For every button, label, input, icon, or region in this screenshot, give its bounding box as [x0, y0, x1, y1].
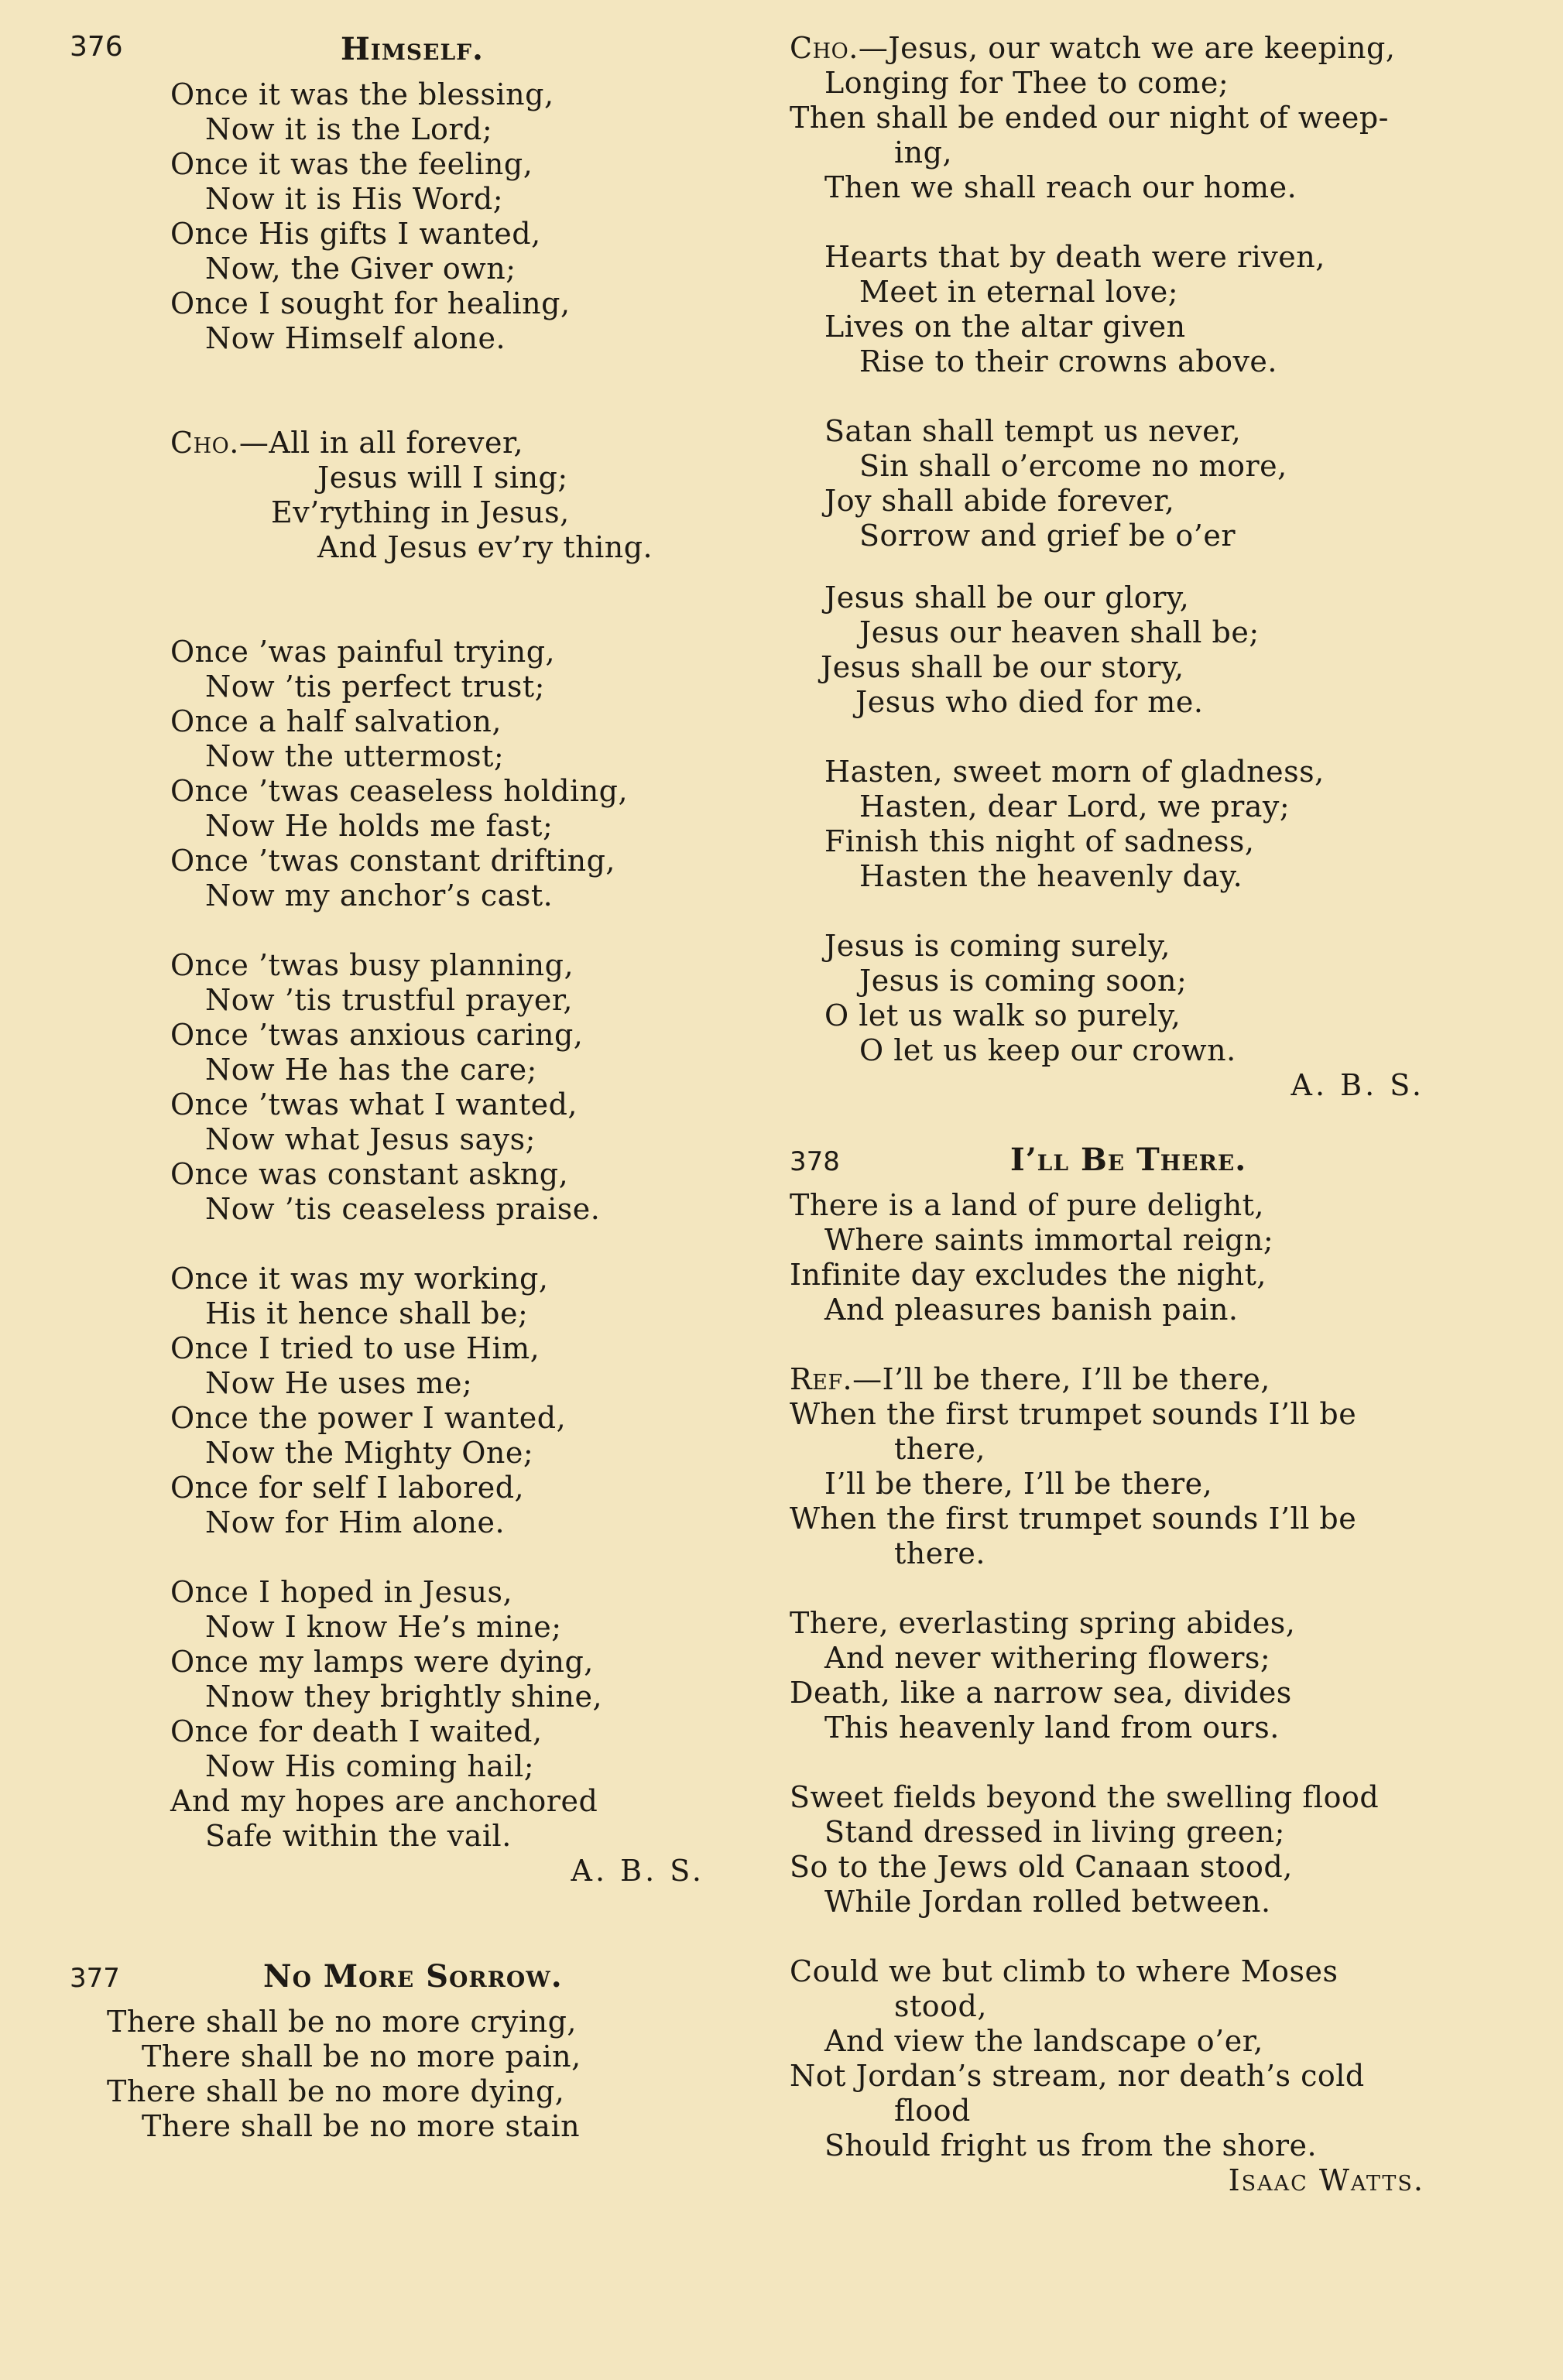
verse-line: Now He holds me fast;	[205, 809, 554, 843]
refrain-line: When the first trumpet sounds I’ll be	[790, 1502, 1357, 1536]
refrain-line: Ref.—I’ll be there, I’ll be there,	[790, 1362, 1270, 1396]
verse-line: Once it was the feeling,	[170, 147, 533, 181]
verse-line: Now my anchor’s cast.	[205, 878, 554, 913]
refrain-line: there,	[894, 1432, 985, 1466]
verse-line: Sin shall o’ercome no more,	[859, 449, 1287, 483]
chorus-line: Cho.—Jesus, our watch we are keeping,	[790, 31, 1396, 65]
hymn-376-verse-3	[70, 948, 743, 1227]
verse-line: Joy shall abide forever,	[824, 484, 1175, 518]
hymn-378-number: 378	[790, 1146, 840, 1177]
chorus-label: Cho.	[170, 426, 239, 460]
chorus-line: Jesus will I sing;	[317, 461, 568, 495]
refrain-line: I’ll be there, I’ll be there,	[824, 1467, 1213, 1501]
verse-line: Now it is His Word;	[205, 182, 503, 216]
verse-line: There shall be no more dying,	[107, 2074, 565, 2108]
verse-line: And view the landscape o’er,	[824, 2024, 1263, 2058]
hymn-378-verse-1	[790, 1188, 1486, 1327]
verse-line: Now what Jesus says;	[205, 1122, 536, 1156]
verse-line: Now I know He’s mine;	[205, 1610, 562, 1644]
verse-line: Now ’tis trustful prayer,	[205, 983, 573, 1017]
verse-line: Once it was my working,	[170, 1262, 549, 1296]
chorus-line: Cho.—All in all forever,	[170, 426, 524, 460]
verse-line: Once ’twas ceaseless holding,	[170, 774, 629, 808]
verse-line: Once ’twas anxious caring,	[170, 1018, 584, 1052]
chorus-line: Then we shall reach our home.	[824, 170, 1297, 204]
chorus-line: Then shall be ended our night of weep-	[790, 101, 1390, 135]
verse-line: And never withering flowers;	[824, 1641, 1271, 1675]
hymn-378-verse-2	[790, 1606, 1486, 1745]
hymn-376-verse-5	[70, 1575, 743, 1854]
hymn-376-author: A. B. S.	[571, 1854, 704, 1888]
chorus-line: ing,	[894, 135, 953, 170]
refrain-label: Ref.	[790, 1362, 853, 1396]
verse-line: Not Jordan’s stream, nor death’s cold	[790, 2059, 1365, 2093]
verse-line: Once my lamps were dying,	[170, 1645, 594, 1679]
verse-line: Once the power I wanted,	[170, 1401, 567, 1435]
verse-line: Once was constant askng,	[170, 1157, 569, 1191]
verse-line: Once ’twas busy planning,	[170, 948, 574, 982]
verse-line: Now, the Giver own;	[205, 252, 516, 286]
verse-line: Jesus our heaven shall be;	[859, 615, 1260, 649]
verse-line: Once it was the blessing,	[170, 77, 554, 111]
verse-line: Once His gifts I wanted,	[170, 217, 541, 251]
verse-line: Hearts that by death were riven,	[824, 240, 1325, 274]
verse-line: There is a land of pure delight,	[790, 1188, 1265, 1222]
verse-line: Jesus is coming surely,	[824, 929, 1171, 963]
hymn-377-verse-5	[790, 755, 1486, 894]
verse-line: Now it is the Lord;	[205, 112, 493, 146]
hymn-378-verse-3	[790, 1780, 1486, 1919]
verse-line: Sorrow and grief be o’er	[859, 519, 1236, 553]
verse-line: Jesus shall be our story,	[821, 650, 1184, 684]
verse-line: Infinite day excludes the night,	[790, 1258, 1267, 1292]
verse-line: Safe within the vail.	[205, 1819, 512, 1853]
hymn-378-refrain	[790, 1362, 1486, 1571]
verse-line: Once ’was painful trying,	[170, 635, 556, 669]
verse-line: Could we but climb to where Moses	[790, 1954, 1338, 1988]
verse-line: Now the Mighty One;	[205, 1436, 534, 1470]
chorus-line: And Jesus ev’ry thing.	[317, 530, 653, 564]
verse-line: Now He uses me;	[205, 1366, 473, 1400]
hymn-377-verse-2	[790, 240, 1486, 379]
hymn-376-verse-1	[70, 77, 743, 356]
hymn-376-verse-4	[70, 1262, 743, 1540]
verse-line: Now ’tis ceaseless praise.	[205, 1192, 601, 1226]
verse-line: Jesus shall be our glory,	[824, 580, 1190, 615]
chorus-line: Ev’rything in Jesus,	[271, 495, 570, 529]
hymn-378-author: Isaac Watts.	[1228, 2163, 1424, 2197]
hymn-377-number: 377	[70, 1963, 120, 1994]
hymn-377-verse-3	[790, 414, 1486, 553]
verse-line: Hasten the heavenly day.	[859, 859, 1243, 893]
verse-line: There, everlasting spring abides,	[790, 1606, 1296, 1640]
verse-line: There shall be no more pain,	[142, 2039, 581, 2074]
verse-line: Once I sought for healing,	[170, 286, 571, 320]
page-number: 376	[70, 31, 123, 63]
refrain-line: When the first trumpet sounds I’ll be	[790, 1397, 1357, 1431]
verse-line: Jesus is coming soon;	[859, 964, 1188, 998]
verse-line: stood,	[894, 1989, 987, 2023]
verse-line: While Jordan rolled between.	[824, 1885, 1271, 1919]
verse-line: Rise to their crowns above.	[859, 344, 1277, 378]
verse-line: Hasten, sweet morn of gladness,	[824, 755, 1325, 789]
verse-line: Should fright us from the shore.	[824, 2128, 1318, 2163]
verse-line: Satan shall tempt us never,	[824, 414, 1242, 448]
verse-line: flood	[894, 2094, 971, 2128]
verse-line: Where saints immortal reign;	[824, 1223, 1274, 1257]
hymn-377-title: No More Sorrow.	[263, 1958, 563, 1995]
verse-line: And pleasures banish pain.	[824, 1293, 1239, 1327]
hymn-377-verse-6	[790, 929, 1486, 1068]
hymn-376-chorus	[70, 426, 743, 565]
page-header	[70, 31, 743, 77]
hymn-378-header	[790, 1142, 1486, 1188]
verse-line: Stand dressed in living green;	[824, 1815, 1285, 1849]
verse-line: There shall be no more crying,	[107, 2005, 577, 2039]
left-column	[70, 31, 743, 2144]
verse-line: Meet in eternal love;	[859, 275, 1179, 309]
verse-line: Now for Him alone.	[205, 1505, 506, 1539]
verse-line: O let us keep our crown.	[859, 1033, 1236, 1067]
verse-line: Once I tried to use Him,	[170, 1331, 540, 1365]
hymn-378-title: I’ll Be There.	[1010, 1142, 1247, 1178]
verse-line: Now Himself alone.	[205, 321, 506, 355]
verse-line: Sweet fields beyond the swelling flood	[790, 1780, 1380, 1814]
verse-line: Once ’twas what I wanted,	[170, 1087, 578, 1122]
verse-line: And my hopes are anchored	[170, 1784, 598, 1818]
right-column	[790, 31, 1486, 2198]
refrain-line: there.	[894, 1536, 985, 1570]
hymn-377-header	[70, 1958, 743, 2005]
verse-line: Once for death I waited,	[170, 1714, 543, 1748]
hymn-376-verse-2	[70, 635, 743, 913]
verse-line: O let us walk so purely,	[824, 998, 1181, 1032]
verse-line: Death, like a narrow sea, divides	[790, 1676, 1292, 1710]
verse-line: So to the Jews old Canaan stood,	[790, 1850, 1293, 1884]
chorus-label: Cho.	[790, 31, 859, 65]
verse-line: Hasten, dear Lord, we pray;	[859, 789, 1291, 824]
chorus-line: Longing for Thee to come;	[824, 66, 1229, 100]
hymn-378-verse-4	[790, 1954, 1486, 2163]
verse-line: Once a half salvation,	[170, 704, 502, 738]
hymn-376-title: Himself.	[341, 31, 484, 67]
verse-line: Now He has the care;	[205, 1053, 537, 1087]
hymn-377-verse-1	[70, 2005, 743, 2144]
verse-line: Nnow they brightly shine,	[205, 1680, 603, 1714]
hymn-377-author: A. B. S.	[1291, 1068, 1424, 1102]
verse-line: Once ’twas constant drifting,	[170, 844, 615, 878]
verse-line: Lives on the altar given	[824, 310, 1186, 344]
verse-line: His it hence shall be;	[205, 1296, 529, 1330]
verse-line: This heavenly land from ours.	[824, 1711, 1280, 1745]
verse-line: Once I hoped in Jesus,	[170, 1575, 513, 1609]
hymn-377-chorus	[790, 31, 1486, 205]
verse-line: Once for self I labored,	[170, 1471, 525, 1505]
verse-line: Finish this night of sadness,	[824, 824, 1255, 858]
verse-line: Now His coming hail;	[205, 1749, 535, 1783]
hymn-377-verse-4	[790, 580, 1486, 720]
verse-line: Now ’tis perfect trust;	[205, 669, 545, 704]
verse-line: Jesus who died for me.	[855, 685, 1204, 719]
verse-line: There shall be no more stain	[142, 2109, 581, 2143]
verse-line: Now the uttermost;	[205, 739, 505, 773]
